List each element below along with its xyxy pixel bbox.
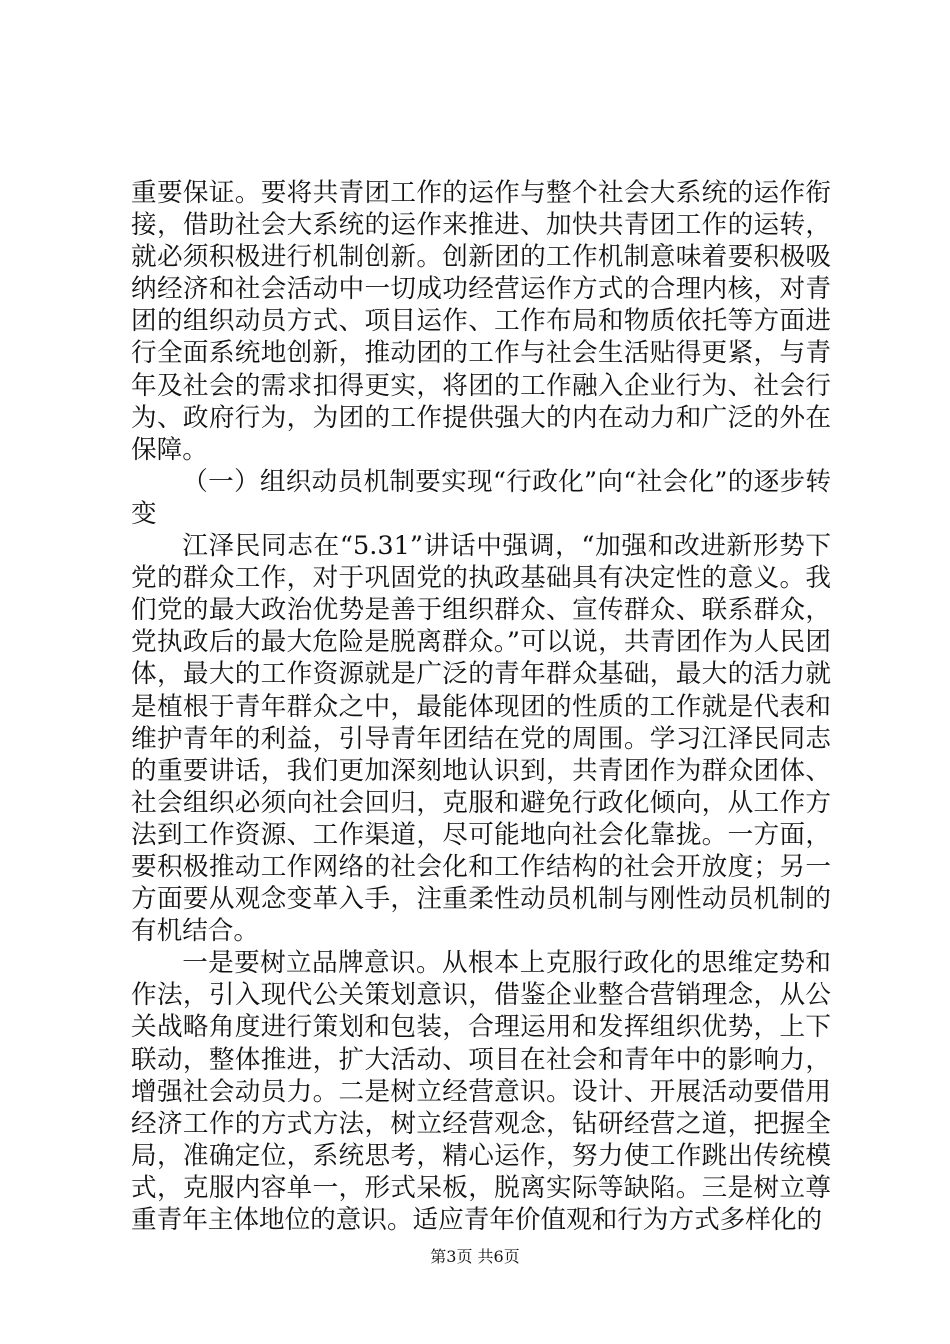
section-heading: （一）组织动员机制要实现“行政化”向“社会化”的逐步转变 [131,466,831,529]
paragraph-2: 江泽民同志在“5.31”讲话中强调，“加强和改进新形势下党的群众工作，对于巩固党的执政基础具有决定性的意义。我们党的最大政治优势是善于组织群众、宣传群众、联系群众，党执政后的最大危险是脱离群众。”可以说，共青团作为人民团体，最大的工作资源就是广泛的青年群众基础，最大的活力就是植根于青年群众之中，最能体现团的性质的工作就是代表和维护青年的利益，引导青年团结在党的周围。学习江泽民同志的重要讲话，我们更加深刻地认识到，共青团作为群众团体、社会组织必须向社会回归，克服和避免行政化倾向，从工作方法到工作资源、工作渠道，尽可能地向社会化靠拢。一方面，要积极推动工作网络的社会化和工作结构的社会开放度；另一方面要从观念变革入手，注重柔性动员机制与刚性动员机制的有机结合。 [131,531,831,947]
document-body [131,177,831,1236]
paragraph-1: 重要保证。要将共青团工作的运作与整个社会大系统的运作衔接，借助社会大系统的运作来推进、加快共青团工作的运转，就必须积极进行机制创新。创新团的工作机制意味着要积极吸纳经济和社会活动中一切成功经营运作方式的合理内核，对青团的组织动员方式、项目运作、工作布局和物质依托等方面进行全面系统地创新，推动团的工作与社会生活贴得更紧，与青年及社会的需求扣得更实，将团的工作融入企业行为、社会行为、政府行为，为团的工作提供强大的内在动力和广泛的外在保障。 [131,178,831,465]
paragraph-3: 一是要树立品牌意识。从根本上克服行政化的思维定势和作法，引入现代公关策划意识，借鉴企业整合营销理念，从公关战略角度进行策划和包装，合理运用和发挥组织优势，上下联动，整体推进，扩大活动、项目在社会和青年中的影响力，增强社会动员力。二是树立经营意识。设计、开展活动要借用经济工作的方式方法，树立经营观念，钻研经营之道，把握全局，准确定位，系统思考，精心运作，努力使工作跳出传统模式，克服内容单一，形式呆板，脱离实际等缺陷。三是树立尊重青年主体地位的意识。适应青年价值观和行为方式多样化的 [131,948,831,1235]
page-number-footer: 第3页 共6页 [430,1247,520,1266]
